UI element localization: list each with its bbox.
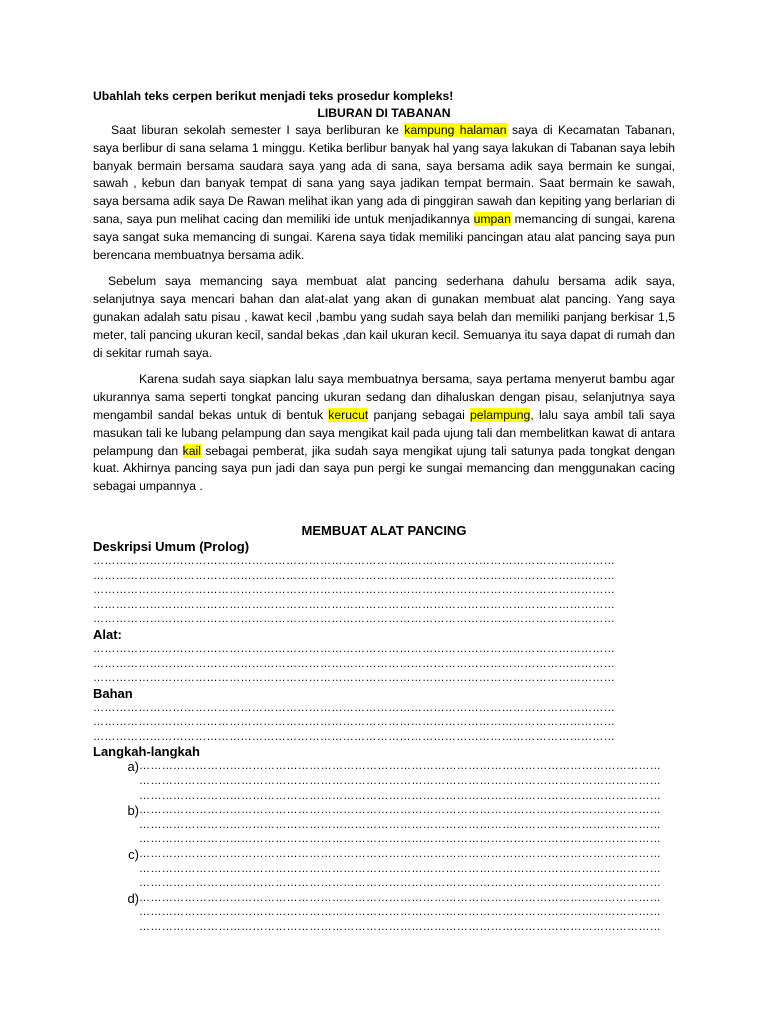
step-label: a) bbox=[127, 759, 139, 775]
answer-dotted-line[interactable]: ………………………………………………………………………………………………………………………… bbox=[139, 804, 662, 817]
text-run: sebagai pemberat, jika sudah saya mengikat ujung tali satunya pada tongkat dengan kuat. Akhirnya pancing saya pun jadi dan saya pun pergi ke sungai memancing dan menggunakan cacing sebagai umpannya . bbox=[93, 443, 675, 494]
text-run: Karena sudah saya siapkan lalu saya membuatnya bersama, saya pertama menyerut bambu agar ukurannya sama seperti tongkat pancing ukuran sedang dan dihaluskan dengan pisau, selanjutnya saya mengambil sandal bekas untuk di bentuk bbox=[93, 372, 675, 422]
answer-dotted-line[interactable]: ………………………………………………………………………………………………………………………… bbox=[139, 862, 662, 875]
text-run: panjang sebagai bbox=[368, 407, 471, 422]
story-paragraph-2: Sebelum saya memancing saya membuat alat pancing sederhana dahulu bersama adik saya, selanjutnya saya mencari bahan dan alat-alat yang akan di gunakan membuat alat pancing. Yang saya gunakan adalah satu pisau , kawat kecil ,bambu yang sudah saya belah dan memiliki panjang berkisar 1,5 meter, tali pancing ukuran kecil, sandal bekas ,dan kail ukuran kecil. Semuanya itu saya dapat di rumah dan di sekitar rumah saya. bbox=[93, 274, 675, 360]
answer-dotted-line[interactable]: ………………………………………………………………………………………………………………………… bbox=[93, 672, 616, 685]
step-answer-lines[interactable] bbox=[139, 891, 671, 935]
step-answer-lines[interactable] bbox=[139, 847, 671, 891]
document-page bbox=[93, 88, 675, 935]
highlight-umpan: umpan bbox=[473, 211, 511, 226]
answer-dotted-line[interactable]: ………………………………………………………………………………………………………………………… bbox=[93, 701, 616, 714]
section-langkah-heading: Langkah-langkah bbox=[93, 744, 200, 760]
highlight-kampung-halaman: kampung halaman bbox=[404, 123, 507, 137]
answer-dotted-line[interactable]: ………………………………………………………………………………………………………………………… bbox=[139, 891, 662, 904]
text-run: saya di Kecamatan Tabanan, saya berlibur di sana selama 1 minggu. Ketika berlibur banyak hal yang saya lakukan di Tabanan saya lebih banyak bermain bersama saudara saya yang ada di sana, saya bersama adik saya bermain ke sungai, sawah , kebun dan banyak tempat di sana yang saya jadikan tempat bermain. Saat bermain ke sawah, saya bersama adik saya De Rawan melihat ikan yang ada di pinggiran sawah dan kepiting yang berlarian di sana, saya pun melihat cacing dan memiliki ide untuk menjadikannya bbox=[93, 123, 675, 226]
story-paragraph-3 bbox=[93, 371, 675, 496]
text-run: , lalu saya ambil tali saya masukan tali ke lubang pelampung dan saya mengikat kail pada ujung tali dan membelitkan kawat di antara pelampung dan bbox=[93, 407, 675, 458]
answer-dotted-line[interactable]: ………………………………………………………………………………………………………………………… bbox=[139, 921, 662, 933]
answer-dotted-line[interactable]: ………………………………………………………………………………………………………………………… bbox=[139, 848, 662, 861]
highlight-kerucut: kerucut bbox=[328, 407, 369, 422]
section-deskripsi-heading: Deskripsi Umum (Prolog) bbox=[93, 538, 250, 554]
step-item-a bbox=[93, 759, 675, 803]
answer-dotted-line[interactable]: ………………………………………………………………………………………………………………………… bbox=[139, 760, 662, 773]
step-label: c) bbox=[128, 847, 139, 863]
answer-dotted-line[interactable]: ………………………………………………………………………………………………………………………… bbox=[139, 789, 662, 802]
text-run: memancing di sungai, karena saya sangat suka memancing di sungai. Karena saya tidak memiliki pancingan atau alat pancing saya pun berencana membuatnya bersama adik. bbox=[93, 211, 675, 262]
answer-dotted-line[interactable]: ………………………………………………………………………………………………………………………… bbox=[93, 569, 616, 582]
bahan-answer-lines[interactable] bbox=[93, 701, 675, 745]
answer-dotted-line[interactable]: ………………………………………………………………………………………………………………………… bbox=[139, 775, 662, 788]
step-item-b bbox=[93, 803, 675, 847]
answer-dotted-line[interactable]: ………………………………………………………………………………………………………………………… bbox=[139, 877, 662, 890]
answer-dotted-line[interactable]: ………………………………………………………………………………………………………………………… bbox=[139, 818, 662, 831]
answer-dotted-line[interactable]: ………………………………………………………………………………………………………………………… bbox=[93, 584, 616, 597]
instruction-text: Ubahlah teks cerpen berikut menjadi teks prosedur kompleks! bbox=[93, 89, 454, 103]
answer-dotted-line[interactable]: ………………………………………………………………………………………………………………………… bbox=[93, 642, 616, 655]
step-label: b) bbox=[127, 803, 139, 819]
answer-dotted-line[interactable]: ………………………………………………………………………………………………………………………… bbox=[93, 613, 616, 626]
highlight-pelampung: pelampung bbox=[470, 407, 531, 422]
section-alat-heading: Alat: bbox=[93, 626, 122, 642]
story-paragraph-1 bbox=[93, 122, 675, 264]
answer-dotted-line[interactable]: ………………………………………………………………………………………………………………………… bbox=[93, 730, 616, 743]
answer-dotted-line[interactable]: ………………………………………………………………………………………………………………………… bbox=[93, 657, 616, 670]
alat-answer-lines[interactable] bbox=[93, 642, 675, 686]
section-bahan-heading: Bahan bbox=[93, 685, 133, 701]
form-title: MEMBUAT ALAT PANCING bbox=[301, 522, 467, 538]
answer-dotted-line[interactable]: ………………………………………………………………………………………………………………………… bbox=[93, 716, 616, 729]
step-answer-lines[interactable] bbox=[139, 759, 671, 803]
answer-dotted-line[interactable]: ………………………………………………………………………………………………………………………… bbox=[93, 554, 616, 567]
answer-dotted-line[interactable]: ………………………………………………………………………………………………………………………… bbox=[93, 598, 616, 611]
text-run: Saat liburan sekolah semester I saya berliburan ke bbox=[111, 123, 405, 137]
highlight-kail: kail bbox=[182, 443, 201, 458]
story-title: LIBURAN DI TABANAN bbox=[317, 106, 451, 120]
step-item-d bbox=[93, 891, 675, 935]
answer-dotted-line[interactable]: ………………………………………………………………………………………………………………………… bbox=[139, 833, 662, 846]
step-label: d) bbox=[127, 890, 139, 906]
deskripsi-answer-lines[interactable] bbox=[93, 554, 675, 627]
step-answer-lines[interactable] bbox=[139, 803, 671, 847]
step-item-c bbox=[93, 847, 675, 891]
answer-dotted-line[interactable]: ………………………………………………………………………………………………………………………… bbox=[139, 906, 662, 919]
